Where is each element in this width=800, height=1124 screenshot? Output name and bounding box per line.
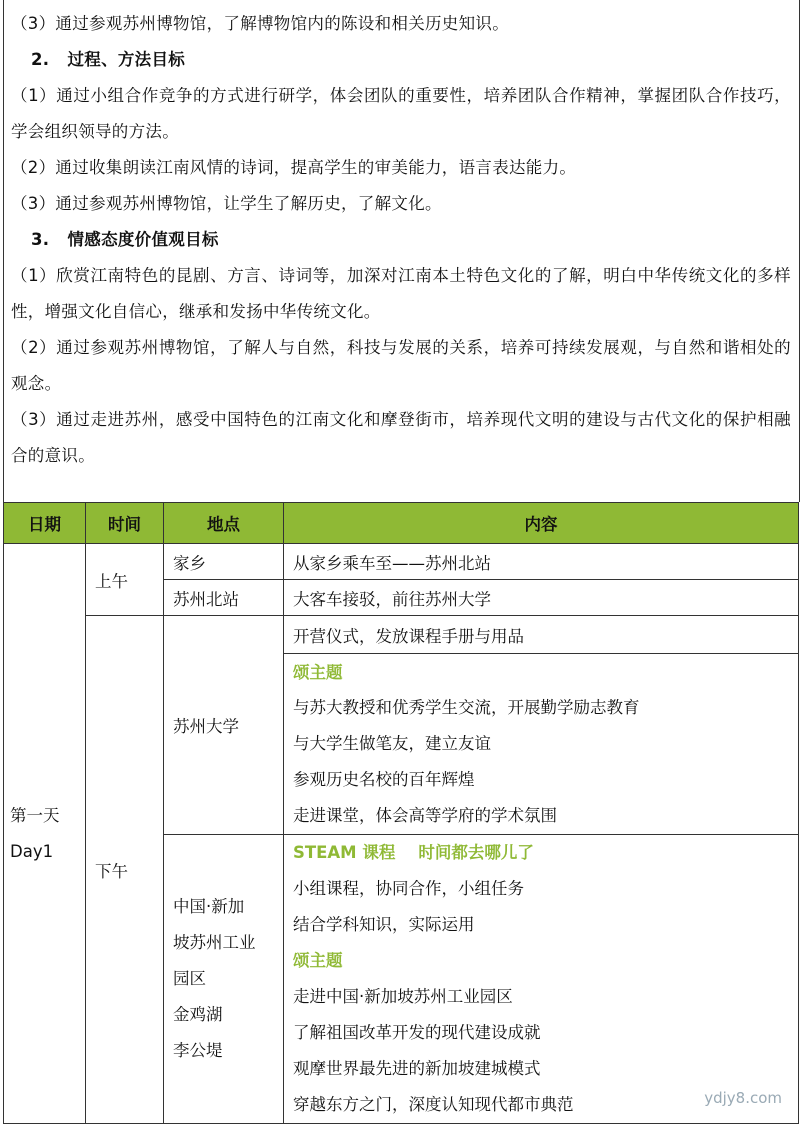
day-label: 第一天	[10, 805, 60, 825]
list-item: 与苏大教授和优秀学生交流，开展勤学励志教育	[293, 698, 640, 717]
goal-line: （1）欣赏江南特色的昆剧、方言、诗词等，加深对江南本土特色文化的了解，明白中华传统文化的多样性，增强文化自信心，继承和发扬中华传统文化。	[11, 266, 791, 321]
goal-line: （2）通过参观苏州博物馆，了解人与自然，科技与发展的关系，培养可持续发展观，与自然和谐相处的观念。	[11, 338, 791, 393]
list-item: 小组课程，协同合作，小组任务	[293, 879, 524, 898]
place-cell	[164, 835, 284, 1124]
place-cell: 家乡	[164, 544, 284, 580]
list-item: 观摩世界最先进的新加坡建城模式	[293, 1059, 541, 1078]
list-item: 走进课堂，体会高等学府的学术氛围	[293, 806, 557, 825]
content-cell: 大客车接驳，前往苏州大学	[284, 580, 799, 616]
objectives-section	[3, 0, 800, 502]
place-line: 李公堤	[173, 1041, 223, 1060]
place-line: 坡苏州工业	[173, 933, 256, 952]
list-item: 与大学生做笔友，建立友谊	[293, 734, 491, 753]
steam-heading: STEAM 课程 时间都去哪儿了	[293, 843, 534, 862]
place-cell: 苏州大学	[164, 616, 284, 835]
header-time: 时间	[86, 503, 164, 544]
goal-line: （1）通过小组合作竞争的方式进行研学，体会团队的重要性，培养团队合作精神，掌握团队合作技巧，学会组织领导的方法。	[11, 86, 791, 141]
theme-heading: 颂主题	[293, 951, 343, 970]
list-item: 结合学科知识，实际运用	[293, 915, 475, 934]
table-row	[4, 544, 799, 580]
watermark: ydjy8.com	[704, 1089, 782, 1107]
list-item: 参观历史名校的百年辉煌	[293, 770, 475, 789]
place-cell: 苏州北站	[164, 580, 284, 616]
table-header-row	[4, 503, 799, 544]
list-item: 穿越东方之门，深度认知现代都市典范	[293, 1095, 574, 1114]
theme-heading: 颂主题	[293, 663, 343, 682]
time-morning: 上午	[86, 544, 164, 616]
list-item: 了解祖国改革开发的现代建设成就	[293, 1023, 541, 1042]
content-cell	[284, 654, 799, 835]
content-cell: 从家乡乘车至——苏州北站	[284, 544, 799, 580]
header-date: 日期	[4, 503, 86, 544]
day-en-label: Day1	[10, 841, 54, 861]
goal-line: （3）通过参观苏州博物馆，了解博物馆内的陈设和相关历史知识。	[11, 14, 509, 33]
content-cell: 开营仪式，发放课程手册与用品	[284, 616, 799, 654]
time-afternoon: 下午	[86, 616, 164, 1124]
goal-line: （3）通过参观苏州博物馆，让学生了解历史，了解文化。	[11, 194, 442, 213]
table-row	[4, 616, 799, 654]
place-line: 中国·新加	[173, 897, 245, 916]
day-cell	[4, 544, 86, 1124]
header-place: 地点	[164, 503, 284, 544]
list-item: 走进中国·新加坡苏州工业园区	[293, 987, 513, 1006]
goal-line: （2）通过收集朗读江南风情的诗词，提高学生的审美能力，语言表达能力。	[11, 158, 577, 177]
content-cell	[284, 835, 799, 1124]
goal-line: （3）通过走进苏州，感受中国特色的江南文化和摩登街市，培养现代文明的建设与古代文化的保护相融合的意识。	[11, 410, 791, 465]
place-line: 金鸡湖	[173, 1005, 223, 1024]
header-content: 内容	[284, 503, 799, 544]
place-line: 园区	[173, 969, 206, 988]
schedule-table	[3, 502, 799, 1124]
section-2-title: 2. 过程、方法目标	[31, 50, 186, 69]
section-3-title: 3. 情感态度价值观目标	[31, 230, 219, 249]
